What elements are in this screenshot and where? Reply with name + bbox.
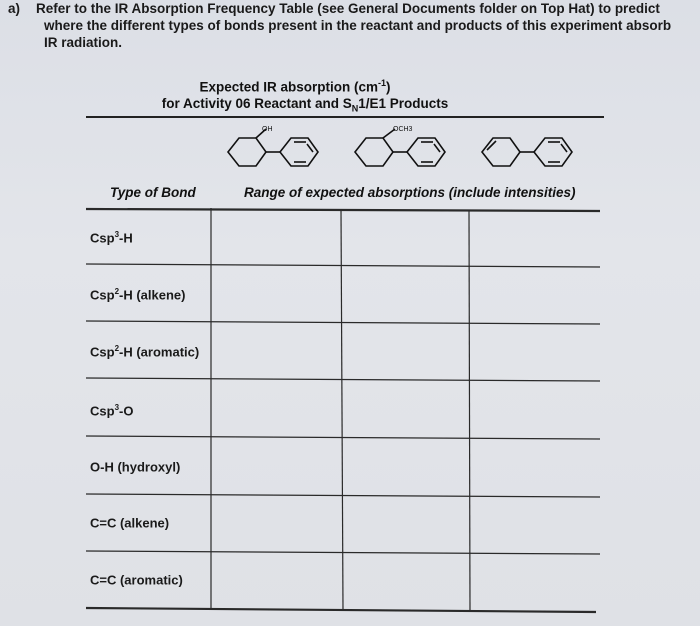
row-label-oh-hydroxyl: O-H (hydroxyl) [90,459,181,475]
header-range: Range of expected absorptions (include intensities) [244,185,576,200]
table-title-line-2: for Activity 06 Reactant and $S_N1/E1$ Products [161,96,449,114]
row-label-cc-alkene: C=C (alkene) [90,515,170,531]
instruction-line-3: IR radiation. [44,35,123,50]
row-label-csp2-h-aromatic: Csp$^2$-H (aromatic) [90,344,200,360]
row-label-cc-aromatic: C=C (aromatic) [90,572,183,588]
och3-label: OCH3 [393,126,413,133]
instruction-line-2: where the different types of bonds present in the reactant and products of this experiment absorb [44,18,672,33]
instruction-line-1: Refer to the IR Absorption Frequency Table (see General Documents folder on Top Hat) to predict [36,1,660,16]
item-marker: a) [8,1,21,16]
row-label-csp3-o: Csp$^3$-O [90,403,134,419]
oh-label: OH [262,126,273,133]
row-label-csp2-h-alkene: Csp$^2$-H (alkene) [90,287,186,303]
table-title-line-1: Expected IR absorption $(cm^{-1})$ [199,78,391,95]
row-label-csp3-h: Csp$^3$-H [90,230,133,246]
header-type-of-bond: Type of Bond [110,185,196,200]
